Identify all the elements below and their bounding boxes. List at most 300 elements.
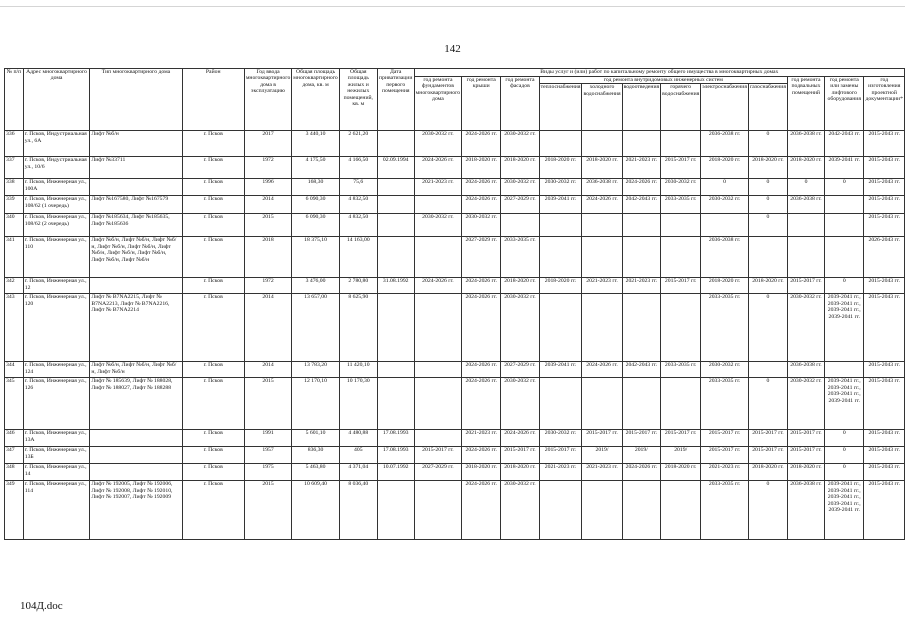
cell-gas: 2018-2020 гг. <box>748 464 787 481</box>
header-basement: год ремонта подвальных помещений <box>787 77 824 131</box>
cell-roof: 2024-2026 гг. <box>462 447 501 464</box>
cell-hot: 2030-2032 гг. <box>661 179 701 196</box>
cell-heat: 2018-2020 гг. <box>539 157 582 179</box>
cell-found: 2021-2023 гг. <box>414 179 461 196</box>
cell-docs: 2015-2043 гг. <box>864 278 905 294</box>
cell-n: 337 <box>5 157 24 179</box>
cell-type <box>90 430 182 447</box>
cell-found <box>414 362 461 378</box>
cell-res: 8 625,90 <box>339 294 377 362</box>
header-docs: год изготовления проектной документации* <box>864 77 905 131</box>
cell-type: Лифт № 192005, Лифт № 192006, Лифт № 192008, Лифт № 192010, Лифт № 192007, Лифт № 192009 <box>90 481 182 540</box>
cell-type: Лифт №185634, Лифт №185635, Лифт №185636 <box>90 214 182 237</box>
cell-gas <box>748 362 787 378</box>
cell-lift: 0 <box>825 464 864 481</box>
cell-fac: 2018-2020 гг. <box>501 157 539 179</box>
cell-elec <box>701 214 749 237</box>
cell-addr: г. Псков, Инженерная ул., 110 <box>23 237 90 278</box>
cell-dist: г. Псков <box>182 237 244 278</box>
cell-heat <box>539 378 582 430</box>
cell-res: 75,6 <box>339 179 377 196</box>
cell-gas: 0 <box>748 179 787 196</box>
cell-n: 347 <box>5 447 24 464</box>
cell-docs: 2015-2043 гг. <box>864 294 905 362</box>
table-row <box>5 447 905 464</box>
cell-lift: 0 <box>825 447 864 464</box>
cell-hot <box>661 214 701 237</box>
table-row <box>5 294 905 362</box>
cell-n: 339 <box>5 196 24 214</box>
cell-sew <box>622 378 661 430</box>
header-internal: год ремонта внутридомовых инженерных систем <box>539 77 787 84</box>
cell-elec: 2033-2035 гг. <box>701 294 749 362</box>
cell-total: 6 090,30 <box>292 196 339 214</box>
cell-priv <box>377 481 414 540</box>
cell-hot: 2018-2020 гг. <box>661 464 701 481</box>
cell-priv <box>377 196 414 214</box>
table-row <box>5 179 905 196</box>
cell-heat <box>539 214 582 237</box>
cell-fac: 2030-2032 гг. <box>501 481 539 540</box>
header-works: Виды услуг и (или) работ по капитальному ремонту общего имущества в многоквартирных домах <box>414 69 904 77</box>
cell-n: 338 <box>5 179 24 196</box>
cell-lift: 0 <box>825 278 864 294</box>
header-res-area: Общая площадь жилых и нежилых помещений, кв. м <box>339 69 377 131</box>
cell-n: 348 <box>5 464 24 481</box>
cell-res: 11 420,10 <box>339 362 377 378</box>
cell-n: 340 <box>5 214 24 237</box>
cell-found: 2030-2032 гг. <box>414 131 461 157</box>
cell-priv <box>377 131 414 157</box>
cell-cold <box>582 237 622 278</box>
cell-lift <box>825 362 864 378</box>
cell-res: 405 <box>339 447 377 464</box>
cell-elec: 2021-2023 гг. <box>701 464 749 481</box>
cell-found: 2027-2029 гг. <box>414 464 461 481</box>
cell-elec: 2033-2035 гг. <box>701 481 749 540</box>
cell-year: 2014 <box>244 362 291 378</box>
table-body <box>5 131 905 540</box>
cell-dist: г. Псков <box>182 481 244 540</box>
cell-gas: 2018-2020 гг. <box>748 278 787 294</box>
cell-heat: 2021-2023 гг. <box>539 464 582 481</box>
cell-docs: 2015-2043 гг. <box>864 481 905 540</box>
cell-total: 6 090,30 <box>292 214 339 237</box>
header-elec: электроснабжения <box>701 84 749 131</box>
cell-base: 2030-2032 гг. <box>787 294 824 362</box>
header-total-area: Общая площадь многоквартирного дома, кв. м <box>292 69 339 131</box>
cell-res: 10 170,30 <box>339 378 377 430</box>
cell-fac: 2015-2017 гг. <box>501 447 539 464</box>
cell-cold <box>582 214 622 237</box>
cell-sew: 2024-2026 гг. <box>622 464 661 481</box>
cell-heat: 2030-2032 гг. <box>539 179 582 196</box>
cell-total: 10 609,40 <box>292 481 339 540</box>
capital-repair-table <box>4 68 905 540</box>
cell-n: 342 <box>5 278 24 294</box>
cell-base: 0 <box>787 179 824 196</box>
cell-docs: 2015-2043 гг. <box>864 378 905 430</box>
cell-docs: 2015-2043 гг. <box>864 196 905 214</box>
cell-base: 2018-2020 гг. <box>787 157 824 179</box>
cell-docs: 2026-2043 гг. <box>864 237 905 278</box>
cell-dist: г. Псков <box>182 447 244 464</box>
cell-sew: 2021-2023 гг. <box>622 278 661 294</box>
cell-dist: г. Псков <box>182 362 244 378</box>
cell-addr: г. Псков, Инженерная ул., 108/62 (1 очередь) <box>23 196 90 214</box>
cell-priv: 17.08.1993 <box>377 430 414 447</box>
table-row <box>5 481 905 540</box>
cell-type <box>90 464 182 481</box>
cell-addr: г. Псков, Инженерная ул., 124 <box>23 362 90 378</box>
cell-gas <box>748 237 787 278</box>
cell-fac: 2030-2032 гг. <box>501 294 539 362</box>
cell-priv <box>377 237 414 278</box>
cell-base <box>787 237 824 278</box>
cell-n: 341 <box>5 237 24 278</box>
cell-elec: 2030-2032 гг. <box>701 362 749 378</box>
cell-addr: г. Псков, Инженерная ул., 13А <box>23 430 90 447</box>
cell-elec: 2033-2035 гг. <box>701 378 749 430</box>
cell-res: 4 371,04 <box>339 464 377 481</box>
cell-gas: 2018-2020 гг. <box>748 157 787 179</box>
cell-year: 2017 <box>244 131 291 157</box>
cell-base: 2036-2038 гг. <box>787 196 824 214</box>
cell-elec: 0 <box>701 179 749 196</box>
cell-sew <box>622 481 661 540</box>
cell-total: 12 170,10 <box>292 378 339 430</box>
cell-cold: 2019/ <box>582 447 622 464</box>
cell-heat: 2039-2041 гг. <box>539 196 582 214</box>
cell-priv <box>377 362 414 378</box>
cell-roof: 2021-2023 гг. <box>462 430 501 447</box>
cell-gas: 0 <box>748 294 787 362</box>
cell-res: 4 832,50 <box>339 196 377 214</box>
cell-lift <box>825 196 864 214</box>
cell-lift <box>825 214 864 237</box>
cell-roof: 2027-2029 гг. <box>462 237 501 278</box>
cell-roof: 2018-2020 гг. <box>462 157 501 179</box>
cell-hot: 2019/ <box>661 447 701 464</box>
cell-dist: г. Псков <box>182 464 244 481</box>
header-sewer: водоотведения <box>622 84 661 131</box>
cell-found <box>414 294 461 362</box>
cell-type: Лифт №б/н <box>90 131 182 157</box>
cell-docs: 2015-2043 гг. <box>864 430 905 447</box>
cell-found: 2024-2026 гг. <box>414 278 461 294</box>
cell-base: 2036-2038 гг. <box>787 362 824 378</box>
cell-n: 336 <box>5 131 24 157</box>
table-row <box>5 237 905 278</box>
cell-priv: 10.07.1992 <box>377 464 414 481</box>
cell-hot: 2015-2017 гг. <box>661 278 701 294</box>
cell-cold <box>582 481 622 540</box>
cell-elec: 2036-2038 гг. <box>701 237 749 278</box>
cell-year: 1972 <box>244 278 291 294</box>
cell-year: 1975 <box>244 464 291 481</box>
cell-year: 2015 <box>244 378 291 430</box>
cell-priv <box>377 179 414 196</box>
cell-dist: г. Псков <box>182 278 244 294</box>
cell-year: 2015 <box>244 481 291 540</box>
cell-roof: 2024-2026 гг. <box>462 179 501 196</box>
cell-type: Лифт №б/н, Лифт №б/н, Лифт №б/н, Лифт №б/н, Лифт №б/н, Лифт №б/н, Лифт №б/н, Лифт №б/н, Лифт №б/н, Лифт №б/н <box>90 237 182 278</box>
header-type: Тип многоквартирного дома <box>90 69 182 131</box>
cell-res: 8 036,40 <box>339 481 377 540</box>
page-number: 142 <box>444 43 461 55</box>
header-lift: год ремонта или замены лифтового оборудования <box>825 77 864 131</box>
header-foundation: год ремонта фундаментов многоквартирного дома <box>414 77 461 131</box>
cell-fac: 2033-2035 гг. <box>501 237 539 278</box>
cell-fac: 2027-2029 гг. <box>501 196 539 214</box>
cell-fac: 2018-2020 гг. <box>501 464 539 481</box>
cell-dist: г. Псков <box>182 214 244 237</box>
header-address: Адрес многоквартирного дома <box>23 69 90 131</box>
cell-hot <box>661 481 701 540</box>
cell-type <box>90 447 182 464</box>
cell-gas: 0 <box>748 378 787 430</box>
cell-heat: 2018-2020 гг. <box>539 278 582 294</box>
cell-priv: 31.08.1992 <box>377 278 414 294</box>
cell-hot <box>661 378 701 430</box>
cell-total: 18 375,10 <box>292 237 339 278</box>
cell-type: Лифт № 185639, Лифт № 188028, Лифт № 188027, Лифт № 188288 <box>90 378 182 430</box>
cell-priv <box>377 214 414 237</box>
cell-fac <box>501 214 539 237</box>
cell-total: 168,30 <box>292 179 339 196</box>
cell-docs: 2015-2043 гг. <box>864 447 905 464</box>
table-row <box>5 278 905 294</box>
cell-res: 2 780,80 <box>339 278 377 294</box>
header-year: Год ввода многоквартирного дома в эксплуатацию <box>244 69 291 131</box>
cell-type: Лифт №33711 <box>90 157 182 179</box>
cell-hot: 2015-2017 гг. <box>661 157 701 179</box>
cell-lift: 0 <box>825 179 864 196</box>
cell-heat <box>539 481 582 540</box>
cell-cold <box>582 131 622 157</box>
cell-addr: г. Псков, Инженерная ул., 12 <box>23 278 90 294</box>
cell-gas: 0 <box>748 196 787 214</box>
cell-base: 2015-2017 гг. <box>787 278 824 294</box>
cell-roof: 2018-2020 гг. <box>462 464 501 481</box>
cell-dist: г. Псков <box>182 378 244 430</box>
cell-total: 3 476,00 <box>292 278 339 294</box>
cell-gas: 0 <box>748 131 787 157</box>
scan-border <box>0 6 905 7</box>
cell-elec: 2015-2017 гг. <box>701 430 749 447</box>
header-cold: холодного водоснабжения <box>582 84 622 131</box>
cell-res: 14 163,00 <box>339 237 377 278</box>
cell-sew: 2024-2026 гг. <box>622 179 661 196</box>
cell-year: 1957 <box>244 447 291 464</box>
cell-roof: 2024-2026 гг. <box>462 131 501 157</box>
cell-heat <box>539 294 582 362</box>
cell-lift: 2039-2041 гг., 2039-2041 гг., 2039-2041 гг., 2039-2041 гг. <box>825 378 864 430</box>
table-row <box>5 131 905 157</box>
cell-year: 1991 <box>244 430 291 447</box>
cell-hot <box>661 131 701 157</box>
cell-priv: 17.08.1993 <box>377 447 414 464</box>
table-row <box>5 362 905 378</box>
cell-res: 4 832,50 <box>339 214 377 237</box>
cell-year: 2015 <box>244 214 291 237</box>
header-priv-date: Дата приватизации первого помещения <box>377 69 414 131</box>
cell-base: 2015-2017 гг. <box>787 430 824 447</box>
cell-sew <box>622 131 661 157</box>
cell-n: 345 <box>5 378 24 430</box>
cell-dist: г. Псков <box>182 430 244 447</box>
cell-docs: 2015-2043 гг. <box>864 131 905 157</box>
cell-dist: г. Псков <box>182 196 244 214</box>
header-heat: теплоснабжения <box>539 84 582 131</box>
cell-found <box>414 378 461 430</box>
cell-sew: 2042-2043 гг. <box>622 196 661 214</box>
table-row <box>5 464 905 481</box>
cell-total: 13 657,00 <box>292 294 339 362</box>
cell-dist: г. Псков <box>182 179 244 196</box>
cell-base: 2036-2038 гг. <box>787 131 824 157</box>
table-row <box>5 214 905 237</box>
cell-n: 346 <box>5 430 24 447</box>
cell-base: 2018-2020 гг. <box>787 464 824 481</box>
table-row <box>5 196 905 214</box>
cell-heat: 2015-2017 гг. <box>539 447 582 464</box>
cell-lift: 2042-2043 гг. <box>825 131 864 157</box>
cell-found <box>414 237 461 278</box>
cell-cold: 2024-2026 гг. <box>582 196 622 214</box>
header-facade: год ремонта фасадов <box>501 77 539 131</box>
table-row <box>5 430 905 447</box>
header-roof: год ремонта крыши <box>462 77 501 131</box>
cell-found <box>414 196 461 214</box>
cell-type <box>90 179 182 196</box>
cell-lift: 2039-2041 гг. <box>825 157 864 179</box>
cell-total: 13 783,20 <box>292 362 339 378</box>
cell-lift <box>825 237 864 278</box>
cell-dist: г. Псков <box>182 157 244 179</box>
cell-fac: 2030-2032 гг. <box>501 378 539 430</box>
cell-gas: 2015-2017 гг. <box>748 447 787 464</box>
cell-total: 5 463,80 <box>292 464 339 481</box>
cell-fac: 2030-2032 гг. <box>501 131 539 157</box>
cell-gas: 0 <box>748 214 787 237</box>
cell-year: 2014 <box>244 294 291 362</box>
cell-cold <box>582 294 622 362</box>
header-num: № п/п <box>5 69 24 131</box>
cell-roof: 2024-2026 гг. <box>462 196 501 214</box>
cell-gas: 2015-2017 гг. <box>748 430 787 447</box>
cell-dist: г. Псков <box>182 294 244 362</box>
cell-total: 3 440,10 <box>292 131 339 157</box>
cell-hot <box>661 294 701 362</box>
cell-roof: 2024-2026 гг. <box>462 294 501 362</box>
cell-cold: 2018-2020 гг. <box>582 157 622 179</box>
cell-dist: г. Псков <box>182 131 244 157</box>
cell-fac: 2027-2029 гг. <box>501 362 539 378</box>
cell-addr: г. Псков, Инженерная ул., 108/62 (2 очередь) <box>23 214 90 237</box>
cell-sew <box>622 214 661 237</box>
cell-docs: 2015-2043 гг. <box>864 179 905 196</box>
cell-sew: 2021-2023 гг. <box>622 157 661 179</box>
cell-found <box>414 481 461 540</box>
cell-hot: 2033-2035 гг. <box>661 362 701 378</box>
cell-addr: г. Псков, Инженерная ул., 100А <box>23 179 90 196</box>
cell-addr: г. Псков, Инженерная ул., 114 <box>23 481 90 540</box>
cell-cold <box>582 378 622 430</box>
cell-total: 5 601,10 <box>292 430 339 447</box>
cell-elec: 2018-2020 гг. <box>701 157 749 179</box>
cell-docs: 2015-2043 гг. <box>864 362 905 378</box>
cell-heat: 2030-2032 гг. <box>539 430 582 447</box>
cell-lift: 0 <box>825 430 864 447</box>
cell-lift: 2039-2041 гг., 2039-2041 гг., 2039-2041 гг., 2039-2041 гг. <box>825 294 864 362</box>
cell-roof: 2024-2026 гг. <box>462 278 501 294</box>
cell-found: 2024-2026 гг. <box>414 157 461 179</box>
cell-res: 2 621,20 <box>339 131 377 157</box>
cell-found: 2030-2032 гг. <box>414 214 461 237</box>
cell-fac: 2024-2026 гг. <box>501 430 539 447</box>
cell-sew: 2019/ <box>622 447 661 464</box>
header-hot: горячего водоснабжения <box>661 84 701 131</box>
cell-roof: 2024-2026 гг. <box>462 362 501 378</box>
cell-elec: 2015-2017 гг. <box>701 447 749 464</box>
cell-year: 1996 <box>244 179 291 196</box>
cell-base: 2015-2017 гг. <box>787 447 824 464</box>
cell-docs: 2015-2043 гг. <box>864 464 905 481</box>
cell-n: 349 <box>5 481 24 540</box>
cell-total: 4 175,50 <box>292 157 339 179</box>
cell-type <box>90 278 182 294</box>
cell-roof: 2024-2026 гг. <box>462 481 501 540</box>
cell-heat <box>539 237 582 278</box>
table-row <box>5 157 905 179</box>
cell-cold: 2024-2026 гг. <box>582 362 622 378</box>
cell-year: 1972 <box>244 157 291 179</box>
cell-heat <box>539 131 582 157</box>
cell-type: Лифт №б/н, Лифт №б/н, Лифт №б/н, Лифт №б/н <box>90 362 182 378</box>
header-gas: газоснабжения <box>748 84 787 131</box>
cell-priv <box>377 294 414 362</box>
cell-year: 2018 <box>244 237 291 278</box>
cell-addr: г. Псков, Индустриальная ул., 6А <box>23 131 90 157</box>
cell-type: Лифт №167580, Лифт №167579 <box>90 196 182 214</box>
cell-priv <box>377 378 414 430</box>
cell-lift: 2039-2041 гг., 2039-2041 гг., 2039-2041 гг., 2039-2041 гг., 2039-2041 гг. <box>825 481 864 540</box>
cell-total: 836,30 <box>292 447 339 464</box>
cell-sew: 2015-2017 гг. <box>622 430 661 447</box>
cell-year: 2014 <box>244 196 291 214</box>
cell-n: 344 <box>5 362 24 378</box>
table-row <box>5 378 905 430</box>
cell-hot <box>661 237 701 278</box>
cell-cold: 2021-2023 гг. <box>582 278 622 294</box>
cell-cold: 2036-2038 гг. <box>582 179 622 196</box>
cell-hot: 2015-2017 гг. <box>661 430 701 447</box>
cell-elec: 2036-2038 гг. <box>701 131 749 157</box>
cell-heat: 2039-2041 гг. <box>539 362 582 378</box>
cell-roof: 2030-2032 гг. <box>462 214 501 237</box>
cell-roof: 2024-2026 гг. <box>462 378 501 430</box>
cell-base: 2036-2038 гг. <box>787 481 824 540</box>
cell-sew: 2042-2043 гг. <box>622 362 661 378</box>
cell-docs: 2015-2043 гг. <box>864 214 905 237</box>
cell-addr: г. Псков, Инженерная ул., 126 <box>23 378 90 430</box>
cell-base <box>787 214 824 237</box>
cell-type: Лифт № В7NA2215, Лифт № В7NA2213, Лифт № В7NA2216, Лифт № В7NA2214 <box>90 294 182 362</box>
cell-addr: г. Псков, Индустриальная ул., 10/6 <box>23 157 90 179</box>
cell-priv: 02.09.1994 <box>377 157 414 179</box>
header-district: Район <box>182 69 244 131</box>
